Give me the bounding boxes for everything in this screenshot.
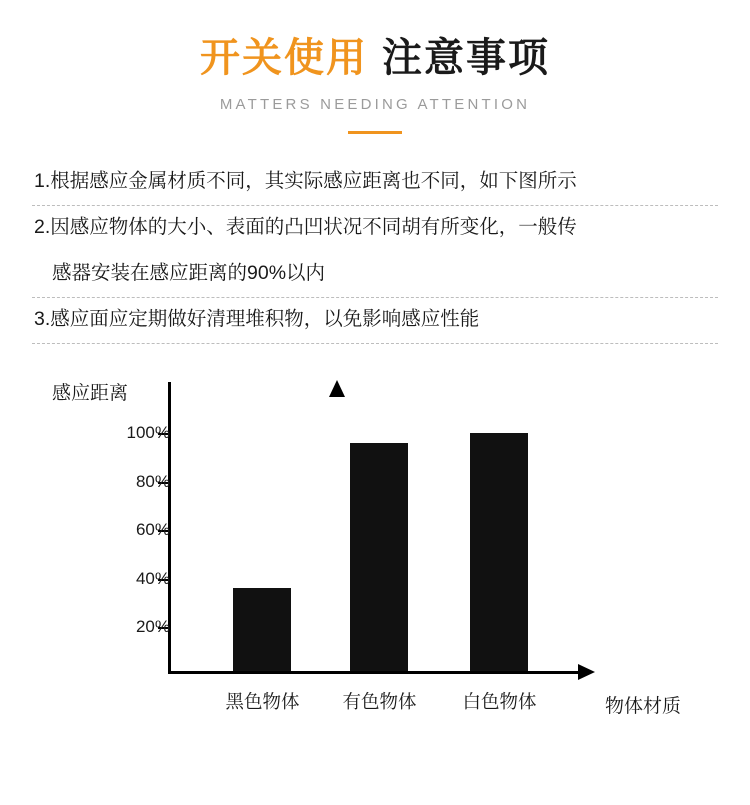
x-tick-label: 有色物体 (342, 691, 417, 712)
y-tick-label: 40% (135, 569, 170, 588)
title-divider (348, 131, 402, 134)
sensing-distance-bar-chart (0, 370, 750, 740)
page-title (0, 34, 750, 82)
x-axis-arrow-icon (578, 664, 595, 680)
list-item: 3.感应面应定期做好清理堆积物，以免影响感应性能 (32, 298, 718, 344)
x-axis-title: 物体材质 (605, 696, 682, 717)
bar-黑色物体 (233, 588, 291, 671)
bar-白色物体 (470, 433, 528, 671)
page-header (0, 0, 750, 134)
page-subtitle: MATTERS NEEDING ATTENTION (219, 96, 531, 113)
x-axis-line (168, 671, 583, 674)
x-tick-label: 白色物体 (462, 691, 537, 712)
page-title-accent: 开关使用 (200, 36, 368, 80)
y-axis-title: 感应距离 (52, 383, 129, 404)
y-tick-label: 100% (126, 423, 170, 442)
y-axis-arrow-icon (329, 380, 345, 397)
list-item: 2.因感应物体的大小、表面的凸凹状况不同胡有所变化，一般传 (34, 216, 577, 239)
list-item: 感器安装在感应距离的90%以内 (32, 252, 718, 298)
y-tick-label: 80% (135, 472, 170, 491)
list-item: 1.根据感应金属材质不同，其实际感应距离也不同，如下图所示 (32, 160, 718, 206)
notes-list (32, 160, 718, 344)
page-title-main: 注意事项 (382, 36, 550, 80)
x-tick-label: 黑色物体 (225, 691, 300, 712)
chart-canvas (0, 370, 750, 740)
y-tick-label: 60% (135, 520, 170, 539)
title-divider-wrap (0, 131, 750, 134)
y-tick-label: 20% (135, 617, 170, 636)
bar-有色物体 (350, 443, 408, 671)
